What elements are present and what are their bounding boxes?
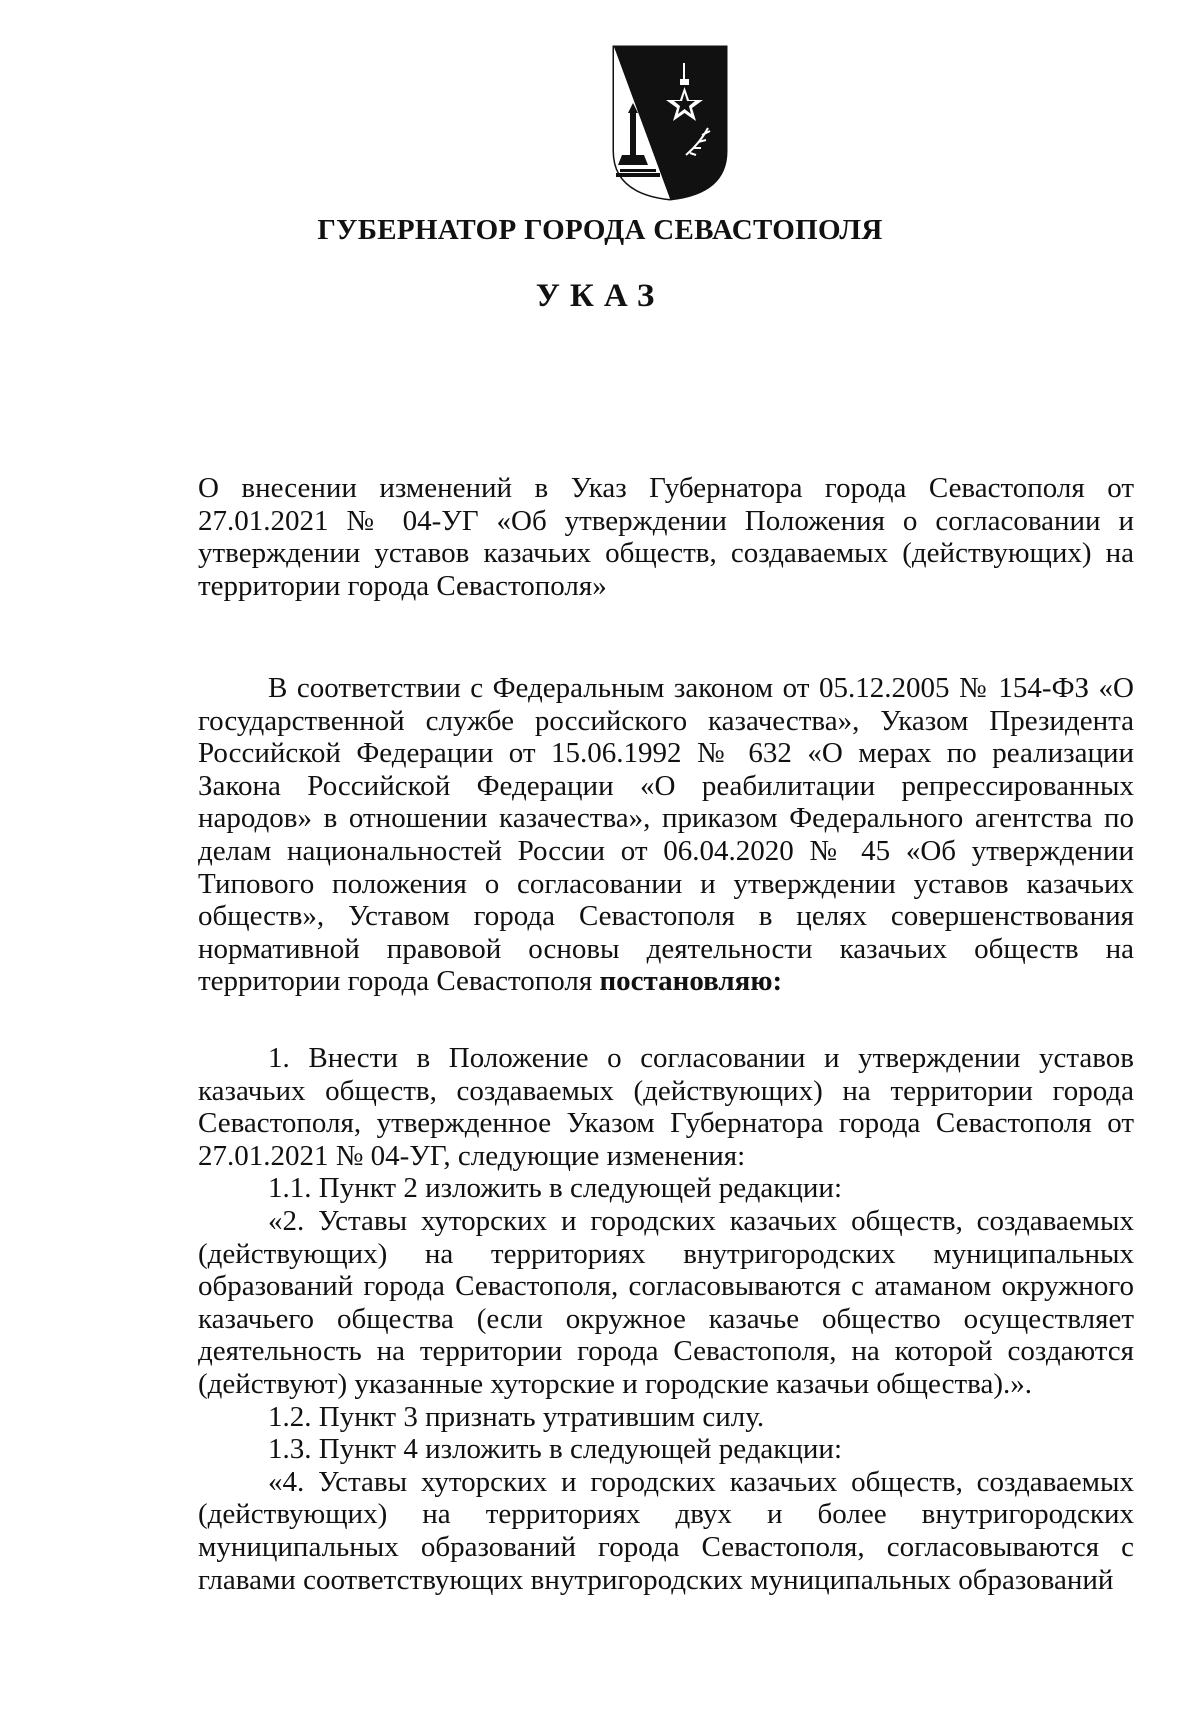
- coat-of-arms-icon: [610, 43, 730, 203]
- item-1-3-text: «4. Уставы хуторских и городских казачьих обществ, создаваемых (действующих) на территориях двух и более внутригородских муниципальных образований города Севастополя, согласовываются с главами соответствующих внутригородских муниципальных образований: [198, 1465, 1134, 1596]
- document-subject: О внесении изменений в Указ Губернатора города Севастополя от 27.01.2021 № 04-УГ «Об утверждении Положения о согласовании и утверждении уставов казачьих обществ, создаваемых (действующих) на территории города Севастополя»: [198, 472, 1134, 602]
- item-1-3: 1.3. Пункт 4 изложить в следующей редакции:: [268, 1433, 843, 1466]
- authority-title: ГУБЕРНАТОР ГОРОДА СЕВАСТОПОЛЯ: [317, 214, 883, 246]
- preamble: [198, 672, 1134, 998]
- document-type: УКАЗ: [535, 278, 665, 314]
- item-1: 1. Внести в Положение о согласовании и утверждении уставов казачьих обществ, создаваемых (действующих) на территории города Севастополя, утвержденное Указом Губернатора города Севастополя от 27.01.2021 № 04-УГ, следующие изменения:: [198, 1042, 1134, 1172]
- item-1-1: 1.1. Пункт 2 изложить в следующей редакции:: [268, 1172, 843, 1205]
- preamble-text: В соответствии с Федеральным законом от 05.12.2005 № 154-ФЗ «О государственной службе российского казачества», Указом Президента Российской Федерации от 15.06.1992 № 632 «О мерах по реализации Закона Российской Федерации «О реабилитации репрессированных народов» в отношении казачества», приказом Федерального агентства по делам национальностей России от 06.04.2020 № 45 «Об утверждении Типового положения о согласовании и утверждении уставов казачьих обществ», Уставом города Севастополя в целях совершенствования нормативной правовой основы деятельности казачьих обществ на территории города Севастополя: [198, 672, 1134, 998]
- resolution-items: [198, 1042, 1134, 1596]
- resolution-word: постановляю:: [599, 965, 783, 998]
- item-1-1-text: «2. Уставы хуторских и городских казачьих обществ, создаваемых (действующих) на территориях внутригородских муниципальных образований города Севастополя, согласовываются с атаманом окружного казачьего общества (если окружное казачье общество осуществляет деятельность на территории города Севастополя, на которой создаются (действуют) указанные хуторские и городские казачьи общества).».: [198, 1204, 1134, 1400]
- item-1-2: 1.2. Пункт 3 признать утратившим силу.: [268, 1400, 765, 1433]
